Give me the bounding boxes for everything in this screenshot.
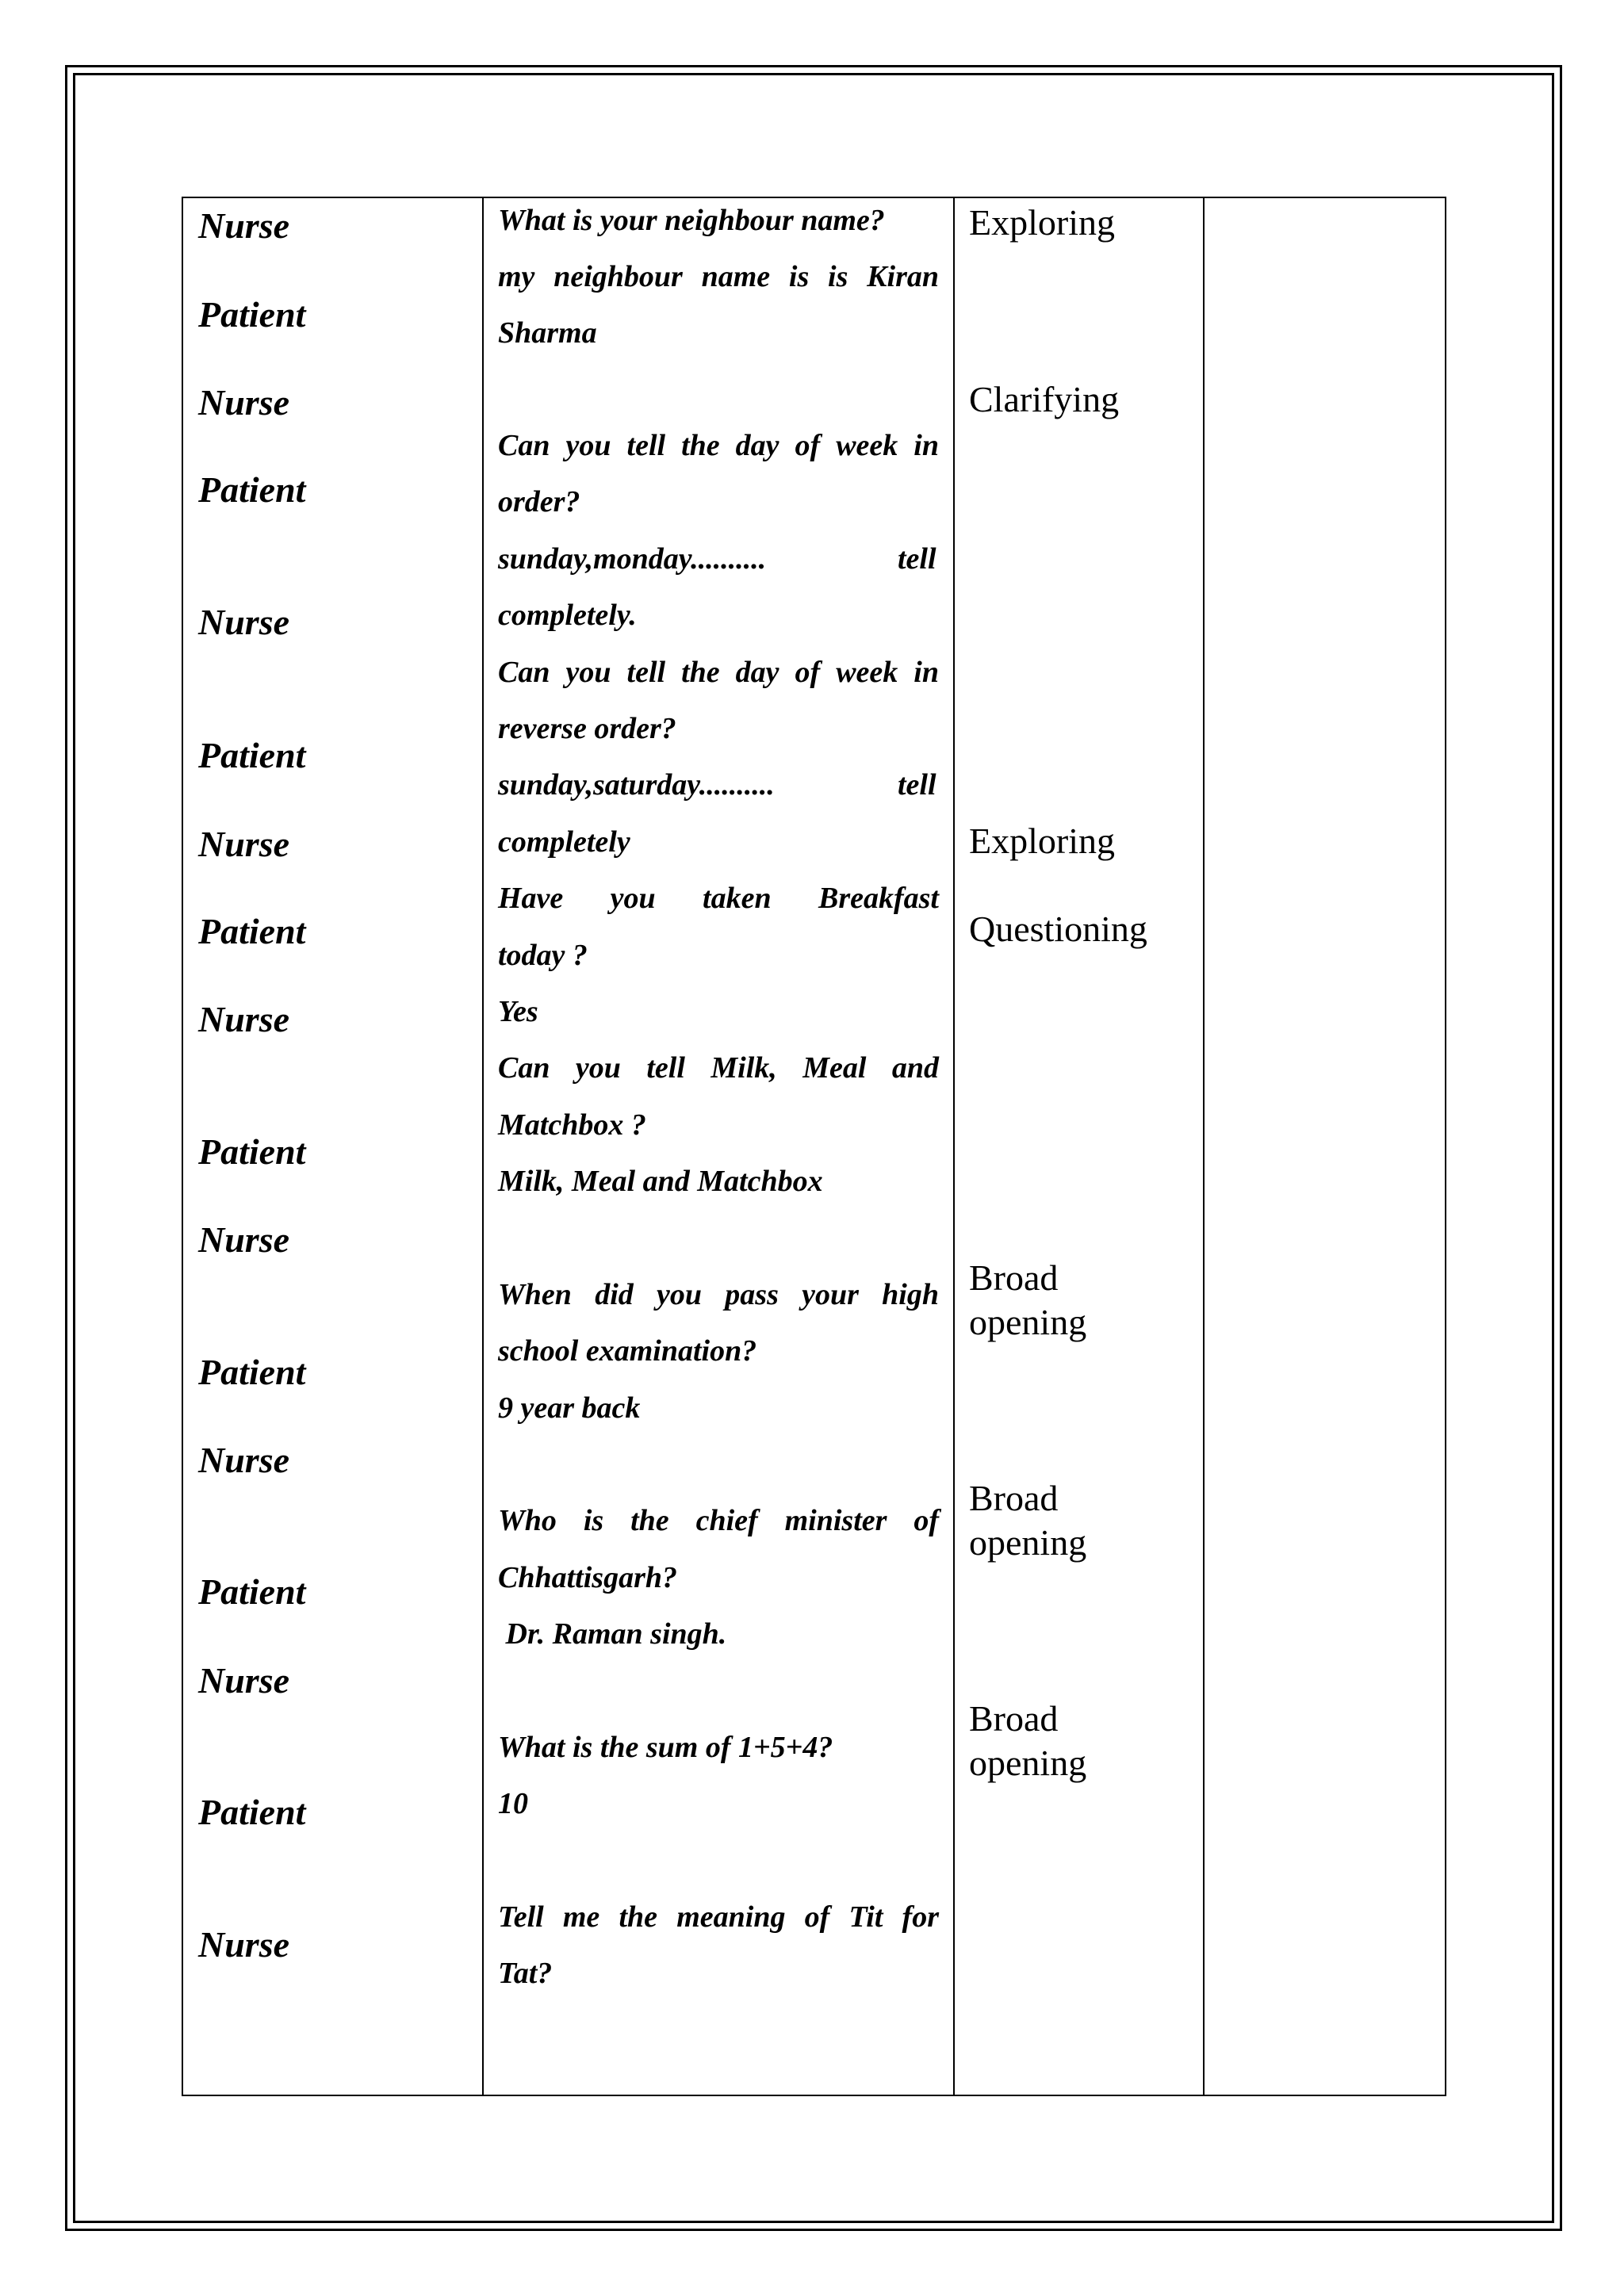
dialogue-line: Can you tell the day of week in (498, 656, 939, 689)
speaker-label: Nurse (198, 1219, 290, 1260)
speaker-label: Nurse (198, 999, 290, 1039)
dialogue-line: What is the sum of 1+5+4? (498, 1731, 833, 1764)
speaker-label: Patient (198, 1792, 306, 1832)
speaker-label: Nurse (198, 382, 290, 423)
technique-label: Broad (969, 1478, 1059, 1518)
dialogue-line: Tell me the meaning of Tit for (498, 1900, 939, 1934)
technique-label: opening (969, 1743, 1087, 1783)
dialogue-line: today ? (498, 939, 588, 972)
technique-label: Exploring (969, 821, 1115, 861)
speaker-label: Patient (198, 1131, 306, 1172)
speaker-label: Patient (198, 735, 306, 775)
dialogue-line: Can you tell the day of week in (498, 429, 939, 462)
technique-label: Broad (969, 1698, 1059, 1739)
dialogue-line: reverse order? (498, 712, 676, 745)
dialogue-line: Yes (498, 995, 538, 1028)
dialogue-line: Can you tell Milk, Meal and (498, 1051, 939, 1085)
speaker-label: Patient (198, 1571, 306, 1612)
dialogue-line: 9 year back (498, 1391, 641, 1425)
technique-label: Broad (969, 1257, 1059, 1298)
speaker-label: Nurse (198, 1440, 290, 1480)
technique-label: Clarifying (969, 379, 1120, 419)
speaker-label: Patient (198, 911, 306, 951)
dialogue-line: Have you taken Breakfast (498, 882, 939, 915)
technique-label: opening (969, 1302, 1087, 1342)
dialogue-line: completely. (498, 599, 637, 632)
dialogue-line: Matchbox ? (498, 1108, 646, 1142)
dialogue-line: Milk, Meal and Matchbox (498, 1165, 823, 1198)
technique-label: Questioning (969, 909, 1147, 949)
dialogue-line: 10 (498, 1787, 528, 1820)
technique-label: opening (969, 1522, 1087, 1563)
speaker-label: Patient (198, 1352, 306, 1392)
dialogue-line: completely (498, 825, 630, 859)
dialogue-line: my neighbour name is is Kiran (498, 260, 939, 293)
dialogue-line: sunday,monday.......... (498, 542, 767, 576)
speaker-label: Nurse (198, 602, 290, 642)
speaker-label: Patient (198, 469, 306, 510)
dialogue-line: Sharma (498, 316, 597, 350)
dialogue-line: sunday,saturday.......... (498, 768, 775, 802)
dialogue-line: What is your neighbour name? (498, 204, 885, 237)
column-divider (953, 197, 955, 2096)
dialogue-word: tell (898, 768, 936, 802)
dialogue-line: Dr. Raman singh. (498, 1617, 727, 1651)
speaker-label: Patient (198, 294, 306, 335)
dialogue-line: When did you pass your high (498, 1278, 939, 1311)
column-divider (482, 197, 484, 2096)
dialogue-line: Who is the chief minister of (498, 1504, 939, 1537)
technique-label: Exploring (969, 202, 1115, 243)
speaker-label: Nurse (198, 205, 290, 246)
dialogue-line: Tat? (498, 1957, 553, 1990)
speaker-label: Nurse (198, 824, 290, 864)
speaker-label: Nurse (198, 1924, 290, 1965)
dialogue-line: Chhattisgarh? (498, 1561, 677, 1594)
dialogue-line: order? (498, 485, 580, 519)
dialogue-word: tell (898, 542, 936, 576)
column-divider (1203, 197, 1205, 2096)
speaker-label: Nurse (198, 1660, 290, 1701)
dialogue-line: school examination? (498, 1334, 757, 1368)
